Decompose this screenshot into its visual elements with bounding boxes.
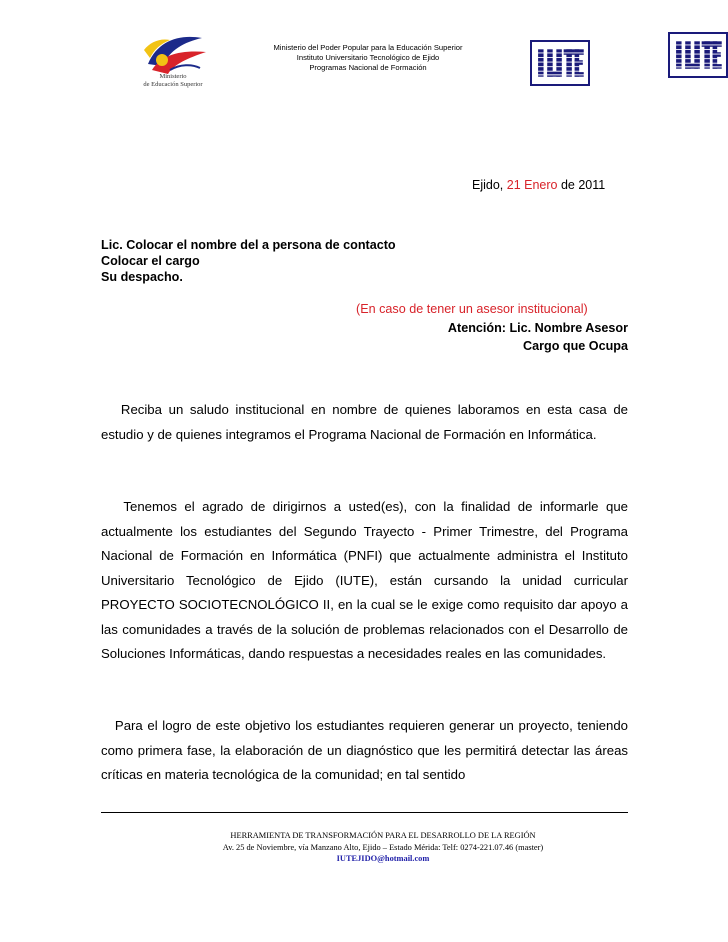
addressee-position: Colocar el cargo	[101, 254, 200, 268]
letterhead-programs: Programas Nacional de Formación	[309, 63, 427, 72]
footer-divider	[101, 812, 628, 813]
letterhead-text	[240, 43, 496, 73]
addressee-name: Lic. Colocar el nombre del a persona de contacto	[101, 238, 396, 252]
attention-advisor: Atención: Lic. Nombre Asesor	[447, 321, 628, 335]
body-paragraph-greeting	[101, 398, 628, 447]
paragraph-text: Tenemos el agrado de dirigirnos a usted(es), con la finalidad de informarle que actualmente los estudiantes del Segundo Trayecto - Primer Trimestre, del Programa Nacional de Formación en Informática (PNFI) que actualmente administra el Instituto Universitario Tecnológico de Ejido (IUTE), están cursando la unidad curricular PROYECTO SOCIOTECNOLÓGICO II, en la cual se le exige como requisito dar apoyo a las comunidades a través de la solución de problemas relacionados con el Desarrollo de Soluciones Informáticas, dando respuestas a necesidades reales en las comunidades.	[101, 499, 628, 661]
letterhead-institute: Instituto Universitario Tecnológico de Ejido	[296, 53, 440, 62]
date-place: Ejido,	[472, 178, 507, 192]
body-paragraph-objective	[101, 714, 628, 788]
advisor-note: (En caso de tener un asesor institucional)	[356, 302, 588, 316]
addressee-office: Su despacho.	[101, 270, 183, 284]
body-paragraph-purpose	[101, 495, 628, 667]
footer-email-link[interactable]: IUTEJIDO@hotmail.com	[336, 854, 430, 863]
date-day-month: 21 Enero	[506, 178, 558, 192]
paragraph-text: Para el logro de este objetivo los estudiantes requieren generar un proyecto, teniendo como primera fase, la elaboración de un diagnóstico que les permitirá detectar las áreas críticas en materia tecnológica de la comunidad; en tal sentido	[101, 718, 628, 782]
attention-position: Cargo que Ocupa	[523, 339, 628, 353]
footer-address: Av. 25 de Noviembre, vía Manzano Alto, Ejido – Estado Mérida: Telf: 0274-221.07.46 (master)	[222, 842, 544, 852]
paragraph-text: Reciba un saludo institucional en nombre de quienes laboramos en esta casa de estudio y de quienes integramos el Programa Nacional de Formación en Informática.	[101, 402, 628, 442]
iute-logo-secondary	[668, 32, 728, 78]
date-year: de 2011	[557, 178, 606, 192]
ministry-logo-caption	[132, 73, 214, 88]
attention-block	[328, 319, 628, 355]
iute-logo	[530, 40, 590, 86]
footer	[101, 830, 665, 865]
ministry-caption-line: de Educación Superior	[143, 80, 203, 88]
addressee-block	[101, 237, 396, 285]
ministry-caption-line: Ministerio	[159, 73, 187, 80]
letter-date	[472, 178, 605, 192]
letterhead-ministry: Ministerio del Poder Popular para la Educación Superior	[273, 43, 463, 52]
footer-slogan: HERRAMIENTA DE TRANSFORMACIÓN PARA EL DESARROLLO DE LA REGIÓN	[230, 831, 536, 840]
